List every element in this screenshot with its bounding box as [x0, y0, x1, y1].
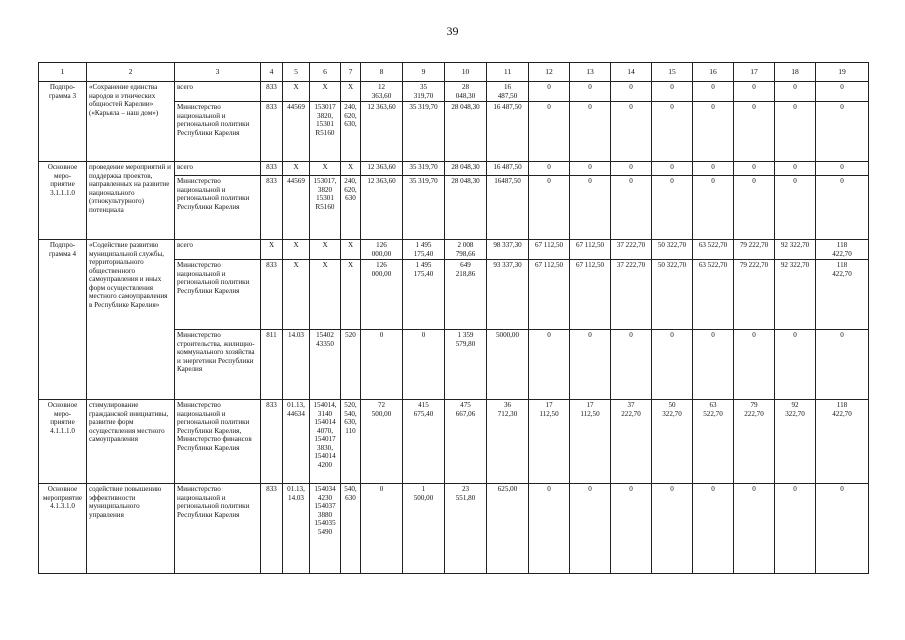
executor-cell: всего: [175, 162, 261, 176]
value-cell: 28 048,30: [445, 162, 487, 176]
value-cell: 0: [775, 176, 816, 240]
value-cell: 0: [611, 162, 652, 176]
program-code-cell: Основное меро- приятие 3.1.1.1.0: [39, 162, 87, 240]
value-cell: 35 319,70: [403, 82, 445, 102]
value-cell: 01.13, 14.03: [283, 484, 310, 574]
value-cell: 0: [652, 176, 693, 240]
value-cell: 625,00: [487, 484, 529, 574]
column-number: 3: [175, 63, 261, 82]
value-cell: 0: [529, 484, 570, 574]
value-cell: 126 000,00: [361, 240, 403, 260]
value-cell: 0: [529, 82, 570, 102]
value-cell: 16 487,50: [487, 82, 529, 102]
table-row: [39, 82, 869, 102]
value-cell: X: [310, 162, 341, 176]
column-number: 8: [361, 63, 403, 82]
value-cell: 0: [693, 484, 734, 574]
column-number: 2: [87, 63, 175, 82]
value-cell: 28 048,30: [445, 176, 487, 240]
value-cell: 540, 630: [341, 484, 361, 574]
value-cell: 1 495 175,40: [403, 240, 445, 260]
value-cell: 649 218,86: [445, 260, 487, 330]
value-cell: 0: [734, 162, 775, 176]
value-cell: 0: [652, 82, 693, 102]
value-cell: 50 322,70: [652, 260, 693, 330]
value-cell: 1 359 579,80: [445, 330, 487, 400]
executor-cell: всего: [175, 82, 261, 102]
value-cell: 0: [529, 162, 570, 176]
value-cell: 79 222,70: [734, 400, 775, 484]
value-cell: 118 422,70: [816, 400, 869, 484]
program-code-cell: Основное мероприятие 4.1.3.1.0: [39, 484, 87, 574]
value-cell: 0: [529, 330, 570, 400]
value-cell: 50 322,70: [652, 400, 693, 484]
table-row: [39, 162, 869, 176]
value-cell: 0: [734, 484, 775, 574]
column-number: 18: [775, 63, 816, 82]
value-cell: 44569: [283, 176, 310, 240]
value-cell: 35 319,70: [403, 162, 445, 176]
column-number: 4: [261, 63, 283, 82]
value-cell: 0: [816, 162, 869, 176]
value-cell: 37 222,70: [611, 240, 652, 260]
executor-cell: всего: [175, 240, 261, 260]
column-number: 7: [341, 63, 361, 82]
value-cell: 0: [529, 102, 570, 162]
value-cell: 0: [734, 102, 775, 162]
column-number: 17: [734, 63, 775, 82]
value-cell: 0: [775, 102, 816, 162]
program-name-cell: проведение мероприятий и поддержка проектов, направленных на развитие национального (этнокультурного) потенциала: [87, 162, 175, 240]
value-cell: 16487,50: [487, 176, 529, 240]
value-cell: X: [261, 240, 283, 260]
value-cell: 0: [652, 102, 693, 162]
program-code-cell: Основное меро- приятие 4.1.1.1.0: [39, 400, 87, 484]
value-cell: X: [310, 260, 341, 330]
column-number: 14: [611, 63, 652, 82]
table-row: [39, 400, 869, 484]
value-cell: 63 522,70: [693, 240, 734, 260]
value-cell: 0: [775, 162, 816, 176]
value-cell: 23 551,80: [445, 484, 487, 574]
value-cell: X: [283, 260, 310, 330]
value-cell: 833: [261, 400, 283, 484]
value-cell: 67 112,50: [570, 240, 611, 260]
value-cell: 0: [693, 176, 734, 240]
value-cell: 67 112,50: [570, 260, 611, 330]
table-row: [39, 240, 869, 260]
value-cell: 12 363,60: [361, 82, 403, 102]
column-number: 1: [39, 63, 87, 82]
column-number: 10: [445, 63, 487, 82]
program-name-cell: «Сохранение единства народов и этнических общностей Карелии» («Карьяла – наш дом»): [87, 82, 175, 162]
value-cell: 67 112,50: [529, 240, 570, 260]
value-cell: 63 522,70: [693, 400, 734, 484]
column-number: 5: [283, 63, 310, 82]
column-number: 16: [693, 63, 734, 82]
value-cell: 28 048,30: [445, 102, 487, 162]
value-cell: 833: [261, 82, 283, 102]
value-cell: 153017, 3820 15301 R5160: [310, 176, 341, 240]
value-cell: 118 422,70: [816, 260, 869, 330]
table-body: [39, 63, 869, 574]
value-cell: 44569: [283, 102, 310, 162]
value-cell: 12 363,60: [361, 176, 403, 240]
value-cell: 0: [816, 102, 869, 162]
value-cell: 153017 3820, 15301 R5160: [310, 102, 341, 162]
value-cell: 16 487,50: [487, 102, 529, 162]
value-cell: X: [341, 82, 361, 102]
value-cell: X: [310, 240, 341, 260]
value-cell: 14.03: [283, 330, 310, 400]
value-cell: 126 000,00: [361, 260, 403, 330]
value-cell: X: [283, 240, 310, 260]
value-cell: 37 222,70: [611, 400, 652, 484]
executor-cell: Министерство строительства, жилищно-коммунального хозяйства и энергетики Республики Карелия: [175, 330, 261, 400]
value-cell: 17 112,50: [570, 400, 611, 484]
value-cell: 833: [261, 102, 283, 162]
value-cell: 79 222,70: [734, 260, 775, 330]
column-number: 6: [310, 63, 341, 82]
value-cell: 1 495 175,40: [403, 260, 445, 330]
value-cell: 17 112,50: [529, 400, 570, 484]
column-number: 9: [403, 63, 445, 82]
value-cell: 01.13, 44634: [283, 400, 310, 484]
value-cell: 0: [611, 176, 652, 240]
value-cell: 0: [403, 330, 445, 400]
value-cell: 0: [693, 162, 734, 176]
program-name-cell: «Содействие развитию муниципальной службы, территориального общественного самоуправления и иных форм осуществления местного самоуправления в Республике Карелия»: [87, 240, 175, 400]
value-cell: 72 500,00: [361, 400, 403, 484]
value-cell: 0: [693, 82, 734, 102]
value-cell: 154034 4230 154037 3880 154035 5490: [310, 484, 341, 574]
value-cell: 0: [816, 330, 869, 400]
value-cell: 0: [775, 82, 816, 102]
value-cell: 0: [734, 330, 775, 400]
value-cell: X: [310, 82, 341, 102]
value-cell: 2 008 798,66: [445, 240, 487, 260]
page-number: 39: [446, 24, 459, 38]
value-cell: 1 500,00: [403, 484, 445, 574]
value-cell: 35 319,70: [403, 102, 445, 162]
value-cell: 92 322,70: [775, 240, 816, 260]
value-cell: 0: [693, 102, 734, 162]
program-name-cell: стимулирование гражданской инициативы, развитие форм осуществления местного самоуправления: [87, 400, 175, 484]
value-cell: 0: [611, 330, 652, 400]
value-cell: 35 319,70: [403, 176, 445, 240]
value-cell: 0: [611, 102, 652, 162]
value-cell: X: [283, 82, 310, 102]
value-cell: 0: [775, 330, 816, 400]
value-cell: 415 675,40: [403, 400, 445, 484]
value-cell: 67 112,50: [529, 260, 570, 330]
value-cell: 833: [261, 162, 283, 176]
value-cell: 0: [570, 82, 611, 102]
value-cell: 92 322,70: [775, 400, 816, 484]
executor-cell: Министерство национальной и региональной политики Республики Карелия: [175, 260, 261, 330]
table-row: [39, 484, 869, 574]
column-number: 12: [529, 63, 570, 82]
value-cell: 0: [734, 176, 775, 240]
value-cell: 0: [570, 162, 611, 176]
value-cell: 811: [261, 330, 283, 400]
value-cell: 0: [652, 330, 693, 400]
value-cell: 0: [816, 484, 869, 574]
value-cell: 0: [570, 176, 611, 240]
value-cell: 0: [652, 484, 693, 574]
value-cell: 28 048,30: [445, 82, 487, 102]
value-cell: 12 363,60: [361, 102, 403, 162]
value-cell: X: [341, 162, 361, 176]
value-cell: 0: [816, 176, 869, 240]
value-cell: 833: [261, 260, 283, 330]
executor-cell: Министерство национальной и региональной политики Республики Карелия, Министерство финансов Республики Карелия: [175, 400, 261, 484]
value-cell: 0: [529, 176, 570, 240]
executor-cell: Министерство национальной и региональной политики Республики Карелия: [175, 176, 261, 240]
column-number: 15: [652, 63, 693, 82]
value-cell: 0: [570, 330, 611, 400]
value-cell: 63 522,70: [693, 260, 734, 330]
program-code-cell: Подпро- грамма 3: [39, 82, 87, 162]
value-cell: 520: [341, 330, 361, 400]
value-cell: 92 322,70: [775, 260, 816, 330]
executor-cell: Министерство национальной и региональной политики Республики Карелия: [175, 484, 261, 574]
value-cell: 93 337,30: [487, 260, 529, 330]
value-cell: 833: [261, 484, 283, 574]
value-cell: 5000,00: [487, 330, 529, 400]
value-cell: X: [341, 240, 361, 260]
value-cell: 0: [361, 484, 403, 574]
value-cell: 37 222,70: [611, 260, 652, 330]
value-cell: 0: [816, 82, 869, 102]
program-name-cell: содействие повышению эффективности муниципального управления: [87, 484, 175, 574]
column-number: 11: [487, 63, 529, 82]
value-cell: 520, 540, 630, 110: [341, 400, 361, 484]
value-cell: 0: [361, 330, 403, 400]
value-cell: 36 712,30: [487, 400, 529, 484]
header-row: [39, 63, 869, 82]
value-cell: 154014, 3140 154014 4070, 154017 3830, 154014 4200: [310, 400, 341, 484]
value-cell: 240, 620, 630,: [341, 102, 361, 162]
value-cell: 0: [652, 162, 693, 176]
value-cell: 0: [570, 102, 611, 162]
executor-cell: Министерство национальной и региональной политики Республики Карелия: [175, 102, 261, 162]
value-cell: 0: [775, 484, 816, 574]
value-cell: 0: [570, 484, 611, 574]
value-cell: X: [283, 162, 310, 176]
column-number: 13: [570, 63, 611, 82]
value-cell: 475 667,06: [445, 400, 487, 484]
value-cell: 0: [734, 82, 775, 102]
program-code-cell: Подпро- грамма 4: [39, 240, 87, 400]
value-cell: X: [341, 260, 361, 330]
column-number: 19: [816, 63, 869, 82]
value-cell: 833: [261, 176, 283, 240]
value-cell: 118 422,70: [816, 240, 869, 260]
value-cell: 15402 43350: [310, 330, 341, 400]
budget-table: [38, 62, 869, 574]
value-cell: 0: [611, 484, 652, 574]
value-cell: 12 363,60: [361, 162, 403, 176]
value-cell: 0: [693, 330, 734, 400]
value-cell: 16 487,50: [487, 162, 529, 176]
value-cell: 50 322,70: [652, 240, 693, 260]
value-cell: 0: [611, 82, 652, 102]
value-cell: 98 337,30: [487, 240, 529, 260]
value-cell: 79 222,70: [734, 240, 775, 260]
value-cell: 240, 620, 630: [341, 176, 361, 240]
